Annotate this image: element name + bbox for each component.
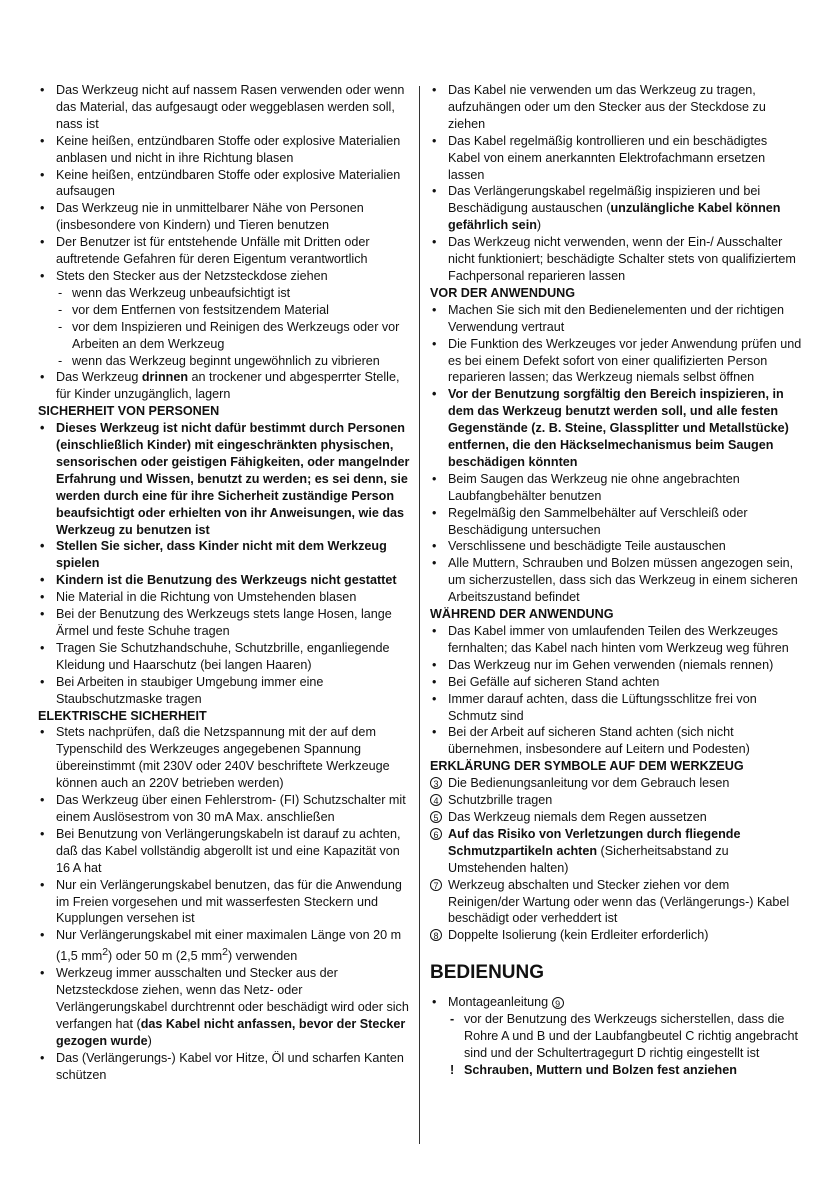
circled-number: 6 (430, 828, 442, 840)
list-item: • Das Werkzeug nicht auf nassem Rasen verwenden oder wenn das Material, das aufgesaugt oder weggeblasen werden soll, nass ist (38, 82, 410, 133)
list-item: • Die Funktion des Werkzeuges vor jeder Anwendung prüfen und es bei einem Defekt sofort von einer qualifizierten Person reparieren lassen; das Werkzeug niemals selbst öffnen (430, 336, 802, 387)
emphasis-text: das Kabel nicht anfassen, bevor der Stecker gezogen wurde (56, 1017, 406, 1048)
right-column (430, 82, 802, 1079)
list-item: • Immer darauf achten, dass die Lüftungsschlitze frei von Schmutz sind (430, 691, 802, 725)
sub-item: - vor dem Inspizieren und Reinigen des Werkzeugs oder vor Arbeiten an dem Werkzeug (38, 319, 410, 353)
list-item: • Das Verlängerungskabel regelmäßig inspizieren und bei Beschädigung austauschen (unzulängliche Kabel können gefährlich sein) (430, 183, 802, 234)
column-divider (419, 86, 420, 1144)
emphasis-text: unzulängliche Kabel können gefährlich sein (448, 201, 781, 233)
list-item: • Das Kabel regelmäßig kontrollieren und ein beschädigtes Kabel von einem anerkannten Elektrofachmann ersetzen lassen (430, 133, 802, 184)
warning-item: • Vor der Benutzung sorgfältig den Bereich inspizieren, in dem das Werkzeug benutzt werden soll, und alle festen Gegenstände (z. B. Steine, Glassplitter und Metallstücke) entfernen, die den Häckselmechanismus beim Saugen beschädigen könnten (430, 386, 802, 471)
section-heading: ERKLÄRUNG DER SYMBOLE AUF DEM WERKZEUG (430, 759, 744, 774)
list-item: • Bei der Arbeit auf sicheren Stand achten (sich nicht übernehmen, insbesondere auf Leitern und Podesten) (430, 724, 802, 758)
symbol-item: 8 Doppelte Isolierung (kein Erdleiter erforderlich) (430, 927, 802, 944)
list-item: • Montageanleitung 9 (430, 994, 802, 1011)
list-item: • Bei der Benutzung des Werkzeugs stets lange Hosen, lange Ärmel und feste Schuhe tragen (38, 606, 410, 640)
sub-item: - wenn das Werkzeug unbeaufsichtigt ist (38, 285, 410, 302)
list-item: • Bei Gefälle auf sicheren Stand achten (430, 674, 802, 691)
list-item: • Das (Verlängerungs-) Kabel vor Hitze, Öl und scharfen Kanten schützen (38, 1050, 410, 1084)
list-item: • Keine heißen, entzündbaren Stoffe oder explosive Materialien anblasen und nicht in ihre Richtung blasen (38, 133, 410, 167)
sub-item: - wenn das Werkzeug beginnt ungewöhnlich zu vibrieren (38, 353, 410, 370)
list-item: • Das Werkzeug über einen Fehlerstrom- (FI) Schutzschalter mit einem Auslösestrom von 30 mA Max. anschließen (38, 792, 410, 826)
list-item: • Das Werkzeug nicht verwenden, wenn der Ein-/ Ausschalter nicht funktioniert; beschädigte Schalter stets von qualifiziertem Fachpersonal reparieren lassen (430, 234, 802, 285)
list-item: • Tragen Sie Schutzhandschuhe, Schutzbrille, enganliegende Kleidung und Haarschutz (bei langen Haaren) (38, 640, 410, 674)
list-item: • Beim Saugen das Werkzeug nie ohne angebrachten Laubfangbehälter benutzen (430, 471, 802, 505)
list-item: • Stets den Stecker aus der Netzsteckdose ziehen (38, 268, 410, 285)
list-item: • Das Kabel immer von umlaufenden Teilen des Werkzeuges fernhalten; das Kabel nach hinten vom Werkzeug weg führen (430, 623, 802, 657)
list-item: • Machen Sie sich mit den Bedienelementen und der richtigen Verwendung vertraut (430, 302, 802, 336)
symbol-item: 3 Die Bedienungsanleitung vor dem Gebrauch lesen (430, 775, 802, 792)
list-item: • Bei Arbeiten in staubiger Umgebung immer eine Staubschutzmaske tragen (38, 674, 410, 708)
emphasis-text: Auf das Risiko von Verletzungen durch fliegende Schmutzpartikeln achten (448, 826, 741, 858)
circled-number: 3 (430, 777, 442, 789)
list-item: • Das Werkzeug drinnen an trockener und abgesperrter Stelle, für Kinder unzugänglich, lagern (38, 369, 410, 403)
superscript: 2 (222, 946, 228, 959)
circled-number: 5 (430, 811, 442, 823)
left-column (38, 82, 410, 1084)
list-item: • Alle Muttern, Schrauben und Bolzen müssen angezogen sein, um sicherzustellen, dass sich das Werkzeug in einem sicheren Arbeitszustand befindet (430, 555, 802, 606)
list-item: • Keine heißen, entzündbaren Stoffe oder explosive Materialien aufsaugen (38, 167, 410, 201)
symbol-item: 5 Das Werkzeug niemals dem Regen aussetzen (430, 809, 802, 826)
list-item: • Nur Verlängerungskabel mit einer maximalen Länge von 20 m (1,5 $mm^2$) oder 50 m (2,5 $mm^2$) verwenden (38, 927, 410, 965)
circled-number: 9 (552, 997, 564, 1009)
list-item: • Bei Benutzung von Verlängerungskabeln ist darauf zu achten, daß das Kabel vollständig abgerollt ist und eine Kapazität von 16 A hat (38, 826, 410, 877)
list-item: • Nie Material in die Richtung von Umstehenden blasen (38, 589, 410, 606)
section-heading: SICHERHEIT VON PERSONEN (38, 404, 220, 419)
list-item: • Nur ein Verlängerungskabel benutzen, das für die Anwendung im Freien vorgesehen und mit wasserfesten Steckern und Kupplungen versehen ist (38, 877, 410, 928)
symbol-item: 7 Werkzeug abschalten und Stecker ziehen vor dem Reinigen/der Wartung oder wenn das (Verlängerungs-) Kabel beschädigt oder verheddert ist (430, 877, 802, 928)
warning-item: • Kindern ist die Benutzung des Werkzeugs nicht gestattet (38, 572, 410, 589)
emphasis-text: drinnen (141, 370, 189, 385)
symbol-item: 6 Auf das Risiko von Verletzungen durch fliegende Schmutzpartikeln achten (Sicherheitsabstand zu Umstehenden halten) (430, 826, 802, 877)
sub-item: - vor dem Entfernen von festsitzendem Material (38, 302, 410, 319)
list-item: • Werkzeug immer ausschalten und Stecker aus der Netzsteckdose ziehen, wenn das Netz- oder Verlängerungskabel durchtrennt oder beschädigt wird oder sich verfangen hat (das Kabel nicht anfassen, bevor der Stecker gezogen wurde) (38, 965, 410, 1050)
list-item: • Verschlissene und beschädigte Teile austauschen (430, 538, 802, 555)
section-heading: VOR DER ANWENDUNG (430, 285, 576, 300)
sub-item: - vor der Benutzung des Werkzeugs sicherstellen, dass die Rohre A und B und der Laubfangbeutel C richtig angebracht sind und der Schultertragegurt D richtig eingestellt ist (430, 1011, 802, 1062)
circled-number: 7 (430, 879, 442, 891)
symbol-item: 4 Schutzbrille tragen (430, 792, 802, 809)
warning-note: ! Schrauben, Muttern und Bolzen fest anziehen (430, 1062, 802, 1079)
list-item: • Das Werkzeug nie in unmittelbarer Nähe von Personen (insbesondere von Kindern) und Tieren benutzen (38, 200, 410, 234)
list-item: • Das Kabel nie verwenden um das Werkzeug zu tragen, aufzuhängen oder um den Stecker aus der Steckdose zu ziehen (430, 82, 802, 133)
circled-number: 4 (430, 794, 442, 806)
superscript: 2 (102, 946, 109, 959)
circled-number: 8 (430, 929, 442, 941)
section-heading: WÄHREND DER ANWENDUNG (430, 607, 614, 622)
list-item: • Regelmäßig den Sammelbehälter auf Verschleiß oder Beschädigung untersuchen (430, 505, 802, 539)
list-item: • Stets nachprüfen, daß die Netzspannung mit der auf dem Typenschild des Werkzeuges angegebenen Spannung übereinstimmt (mit 230V oder 240V beschriftete Werkzeuge können auch an 220V betrieben werden) (38, 724, 410, 792)
chapter-heading: BEDIENUNG (430, 962, 545, 984)
warning-item: • Stellen Sie sicher, dass Kinder nicht mit dem Werkzeug spielen (38, 538, 410, 572)
list-item: • Das Werkzeug nur im Gehen verwenden (niemals rennen) (430, 657, 802, 674)
section-heading: ELEKTRISCHE SICHERHEIT (38, 708, 207, 723)
list-item: • Der Benutzer ist für entstehende Unfälle mit Dritten oder auftretende Gefahren für deren Eigentum verantwortlich (38, 234, 410, 268)
warning-item: • Dieses Werkzeug ist nicht dafür bestimmt durch Personen (einschließlich Kinder) mit eingeschränkten physischen, sensorischen oder geistigen Fähigkeiten, oder mangelnder Erfahrung und Wissen, benutzt zu werden; es sei denn, sie werden durch eine für ihre Sicherheit zuständige Person beaufsichtigt oder erhielten von ihr Anweisungen, wie das Werkzeug zu benutzen ist (38, 420, 410, 538)
